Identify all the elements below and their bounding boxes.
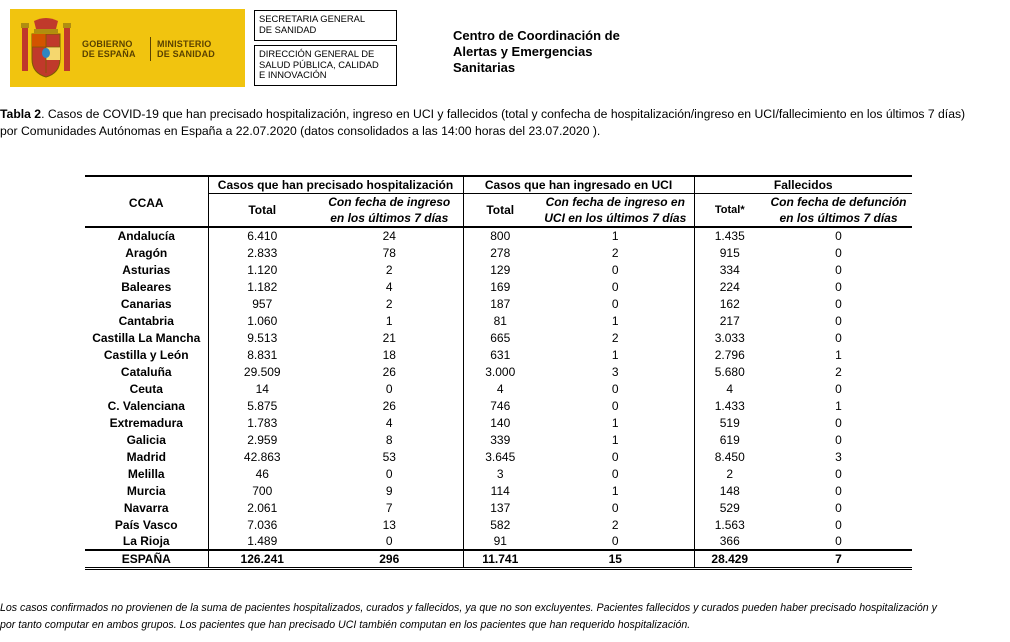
value-cell: 1	[611, 415, 619, 430]
header-fall-total: Total*	[694, 194, 765, 228]
value-cell: 148	[694, 482, 765, 499]
value-cell: 1.182	[208, 278, 316, 295]
value-cell: 7.036	[208, 516, 316, 533]
value-cell: 0	[835, 279, 842, 294]
value-cell: 0	[835, 313, 842, 328]
value-cell: 339	[463, 431, 537, 448]
header-uci-7d: Con fecha de ingreso en UCI en los últimos 7 días	[537, 194, 694, 228]
value-cell: 0	[835, 245, 842, 260]
value-cell: 224	[694, 278, 765, 295]
direccion-box: DIRECCIÓN GENERAL DE SALUD PÚBLICA, CALIDAD E INNOVACIÓN	[254, 45, 397, 86]
value-cell: 9.513	[208, 329, 316, 346]
value-cell: 0	[611, 381, 619, 396]
ccaa-cell: Castilla La Mancha	[92, 330, 201, 345]
footnote: Los casos confirmados no provienen de la suma de pacientes hospitalizados, curados y fallecidos, ya que no son excluyentes. Pacientes fallecidos y curados pueden haber precisado hospitalización y por tanto computar en ambos grupos. Los pacientes que han precisado UCI también computan en los pacientes que han requerido hospitalización.	[0, 602, 937, 631]
ccaa-cell: Andalucía	[117, 229, 175, 243]
value-cell: 8.831	[208, 346, 316, 363]
header-ccaa: CCAA	[85, 176, 208, 227]
ccaa-cell: Melilla	[127, 466, 165, 481]
value-cell: 114	[463, 482, 537, 499]
value-cell: 78	[382, 245, 396, 260]
value-cell: 3.033	[694, 329, 765, 346]
ccaa-cell: Castilla y León	[103, 347, 189, 362]
value-cell: 1	[611, 432, 619, 447]
value-cell: 2	[385, 296, 393, 311]
value-cell: 28.429	[694, 550, 765, 569]
value-cell: 7	[385, 500, 393, 515]
table-row	[85, 295, 912, 312]
table-row	[85, 278, 912, 295]
header-hospitalizacion: Casos que han precisado hospitalización	[208, 176, 463, 194]
value-cell: 1.783	[208, 414, 316, 431]
value-cell: 1	[611, 483, 619, 498]
value-cell: 8	[385, 432, 393, 447]
value-cell: 81	[463, 312, 537, 329]
header-fallecidos: Fallecidos	[694, 176, 912, 194]
header-uci: Casos que han ingresado en UCI	[463, 176, 694, 194]
value-cell: 1.433	[694, 397, 765, 414]
value-cell: 137	[463, 499, 537, 516]
value-cell: 18	[382, 347, 396, 362]
table-row	[85, 431, 912, 448]
value-cell: 4	[385, 279, 393, 294]
gobierno-logo-block	[10, 9, 245, 87]
value-cell: 665	[463, 329, 537, 346]
value-cell: 0	[835, 534, 842, 548]
table-row	[85, 346, 912, 363]
value-cell: 278	[463, 244, 537, 261]
table-total-row	[85, 550, 912, 569]
value-cell: 0	[835, 330, 842, 345]
value-cell: 1	[611, 229, 619, 243]
value-cell: 529	[694, 499, 765, 516]
value-cell: 1.435	[694, 227, 765, 244]
value-cell: 187	[463, 295, 537, 312]
table-row	[85, 363, 912, 380]
value-cell: 26	[382, 398, 396, 413]
value-cell: 6.410	[208, 227, 316, 244]
table-row	[85, 499, 912, 516]
value-cell: 915	[694, 244, 765, 261]
value-cell: 53	[382, 449, 396, 464]
value-cell: 0	[835, 296, 842, 311]
value-cell: 3.645	[463, 448, 537, 465]
ccaa-cell: Ceuta	[129, 381, 163, 396]
header-uci-total: Total	[463, 194, 537, 228]
ccaa-cell: Aragón	[125, 245, 168, 260]
table-row	[85, 414, 912, 431]
value-cell: 46	[208, 465, 316, 482]
value-cell: 0	[611, 279, 619, 294]
value-cell: 5.875	[208, 397, 316, 414]
table-caption: Tabla 2. Casos de COVID-19 que han precisado hospitalización, ingreso en UCI y fallecidos (total y confecha de hospitalización/ingreso en UCI/fallecimiento en los últimos 7 días) por Comunidades Autónomas en España a 22.07.2020 (datos consolidados a las 14:00 horas del 23.07.2020 ).	[0, 107, 966, 138]
value-cell: 582	[463, 516, 537, 533]
value-cell: 619	[694, 431, 765, 448]
value-cell: 366	[694, 533, 765, 550]
value-cell: 2	[611, 245, 619, 260]
ccaa-cell: Madrid	[126, 449, 166, 464]
value-cell: 1.489	[208, 533, 316, 550]
value-cell: 3	[611, 364, 619, 379]
caption-label: Tabla 2	[0, 107, 42, 121]
gobierno-label: GOBIERNO DE ESPAÑA	[82, 39, 136, 59]
value-cell: 0	[611, 262, 619, 277]
value-cell: 5.680	[694, 363, 765, 380]
value-cell: 26	[382, 364, 396, 379]
value-cell: 334	[694, 261, 765, 278]
value-cell: 21	[382, 330, 396, 345]
value-cell: 91	[463, 533, 537, 550]
value-cell: 0	[835, 381, 842, 396]
header-fall-7d: Con fecha de defunción en los últimos 7 días	[765, 194, 912, 228]
table-row	[85, 397, 912, 414]
table-row	[85, 482, 912, 499]
value-cell: 169	[463, 278, 537, 295]
value-cell: 746	[463, 397, 537, 414]
value-cell: 42.863	[208, 448, 316, 465]
value-cell: 1	[385, 313, 393, 328]
ccaa-cell: Cantabria	[118, 313, 174, 328]
value-cell: 162	[694, 295, 765, 312]
value-cell: 3	[463, 465, 537, 482]
table-row	[85, 312, 912, 329]
ccaa-cell: Galicia	[126, 432, 166, 447]
table-row	[85, 329, 912, 346]
value-cell: 1	[835, 347, 842, 362]
ministerio-label: MINISTERIO DE SANIDAD	[157, 39, 216, 59]
ccaa-cell: ESPAÑA	[85, 550, 208, 569]
table-row	[85, 516, 912, 533]
value-cell: 1.563	[694, 516, 765, 533]
value-cell: 29.509	[208, 363, 316, 380]
value-cell: 0	[835, 517, 842, 532]
value-cell: 11.741	[463, 550, 537, 569]
ccaa-cell: Murcia	[126, 483, 166, 498]
logo-divider	[150, 37, 151, 61]
value-cell: 0	[611, 296, 619, 311]
value-cell: 2	[694, 465, 765, 482]
ccaa-cell: País Vasco	[114, 517, 178, 532]
value-cell: 631	[463, 346, 537, 363]
value-cell: 0	[611, 534, 619, 548]
value-cell: 2	[611, 330, 619, 345]
value-cell: 1.120	[208, 261, 316, 278]
value-cell: 129	[463, 261, 537, 278]
value-cell: 519	[694, 414, 765, 431]
centro-title: Centro de Coordinación de Alertas y Emergencias Sanitarias	[453, 28, 620, 75]
value-cell: 0	[835, 262, 842, 277]
ccaa-cell: Asturias	[122, 262, 171, 277]
value-cell: 126.241	[208, 550, 316, 569]
table-row	[85, 533, 912, 550]
value-cell: 0	[385, 381, 393, 396]
value-cell: 0	[385, 466, 393, 481]
ccaa-cell: Extremadura	[109, 415, 183, 430]
value-cell: 0	[835, 415, 842, 430]
ccaa-cell: Canarias	[120, 296, 172, 311]
value-cell: 0	[835, 500, 842, 515]
value-cell: 2.959	[208, 431, 316, 448]
table-row	[85, 261, 912, 278]
ccaa-cell: C. Valenciana	[107, 398, 185, 413]
coat-of-arms-icon	[20, 17, 72, 81]
value-cell: 2.833	[208, 244, 316, 261]
value-cell: 0	[611, 466, 619, 481]
value-cell: 24	[382, 229, 396, 243]
value-cell: 0	[611, 449, 619, 464]
value-cell: 0	[835, 432, 842, 447]
value-cell: 296	[316, 550, 463, 569]
header-hosp-total: Total	[208, 194, 316, 228]
value-cell: 800	[463, 227, 537, 244]
value-cell: 2.061	[208, 499, 316, 516]
value-cell: 15	[537, 550, 694, 569]
header-hosp-7d: Con fecha de ingreso en los últimos 7 días	[316, 194, 463, 228]
value-cell: 4	[694, 380, 765, 397]
value-cell: 3.000	[463, 363, 537, 380]
value-cell: 7	[765, 550, 912, 569]
value-cell: 3	[835, 449, 842, 464]
value-cell: 217	[694, 312, 765, 329]
table-row	[85, 244, 912, 261]
ccaa-cell: Cataluña	[120, 364, 172, 379]
table-row	[85, 227, 912, 244]
ccaa-cell: Navarra	[123, 500, 169, 515]
value-cell: 0	[835, 466, 842, 481]
covid-table	[85, 175, 912, 570]
ccaa-cell: Baleares	[121, 279, 172, 294]
value-cell: 14	[208, 380, 316, 397]
value-cell: 2	[835, 364, 842, 379]
table-row	[85, 448, 912, 465]
value-cell: 0	[835, 229, 842, 243]
value-cell: 700	[208, 482, 316, 499]
value-cell: 957	[208, 295, 316, 312]
table-row	[85, 380, 912, 397]
value-cell: 1.060	[208, 312, 316, 329]
ccaa-cell: La Rioja	[122, 534, 170, 548]
value-cell: 0	[611, 398, 619, 413]
value-cell: 2.796	[694, 346, 765, 363]
value-cell: 8.450	[694, 448, 765, 465]
value-cell: 1	[611, 313, 619, 328]
value-cell: 13	[382, 517, 396, 532]
value-cell: 4	[463, 380, 537, 397]
value-cell: 0	[835, 483, 842, 498]
value-cell: 2	[385, 262, 393, 277]
value-cell: 2	[611, 517, 619, 532]
value-cell: 0	[385, 534, 393, 548]
value-cell: 140	[463, 414, 537, 431]
table-row	[85, 465, 912, 482]
value-cell: 1	[611, 347, 619, 362]
value-cell: 9	[385, 483, 393, 498]
value-cell: 4	[385, 415, 393, 430]
value-cell: 0	[611, 500, 619, 515]
value-cell: 1	[835, 398, 842, 413]
secretaria-box: SECRETARIA GENERAL DE SANIDAD	[254, 10, 397, 41]
